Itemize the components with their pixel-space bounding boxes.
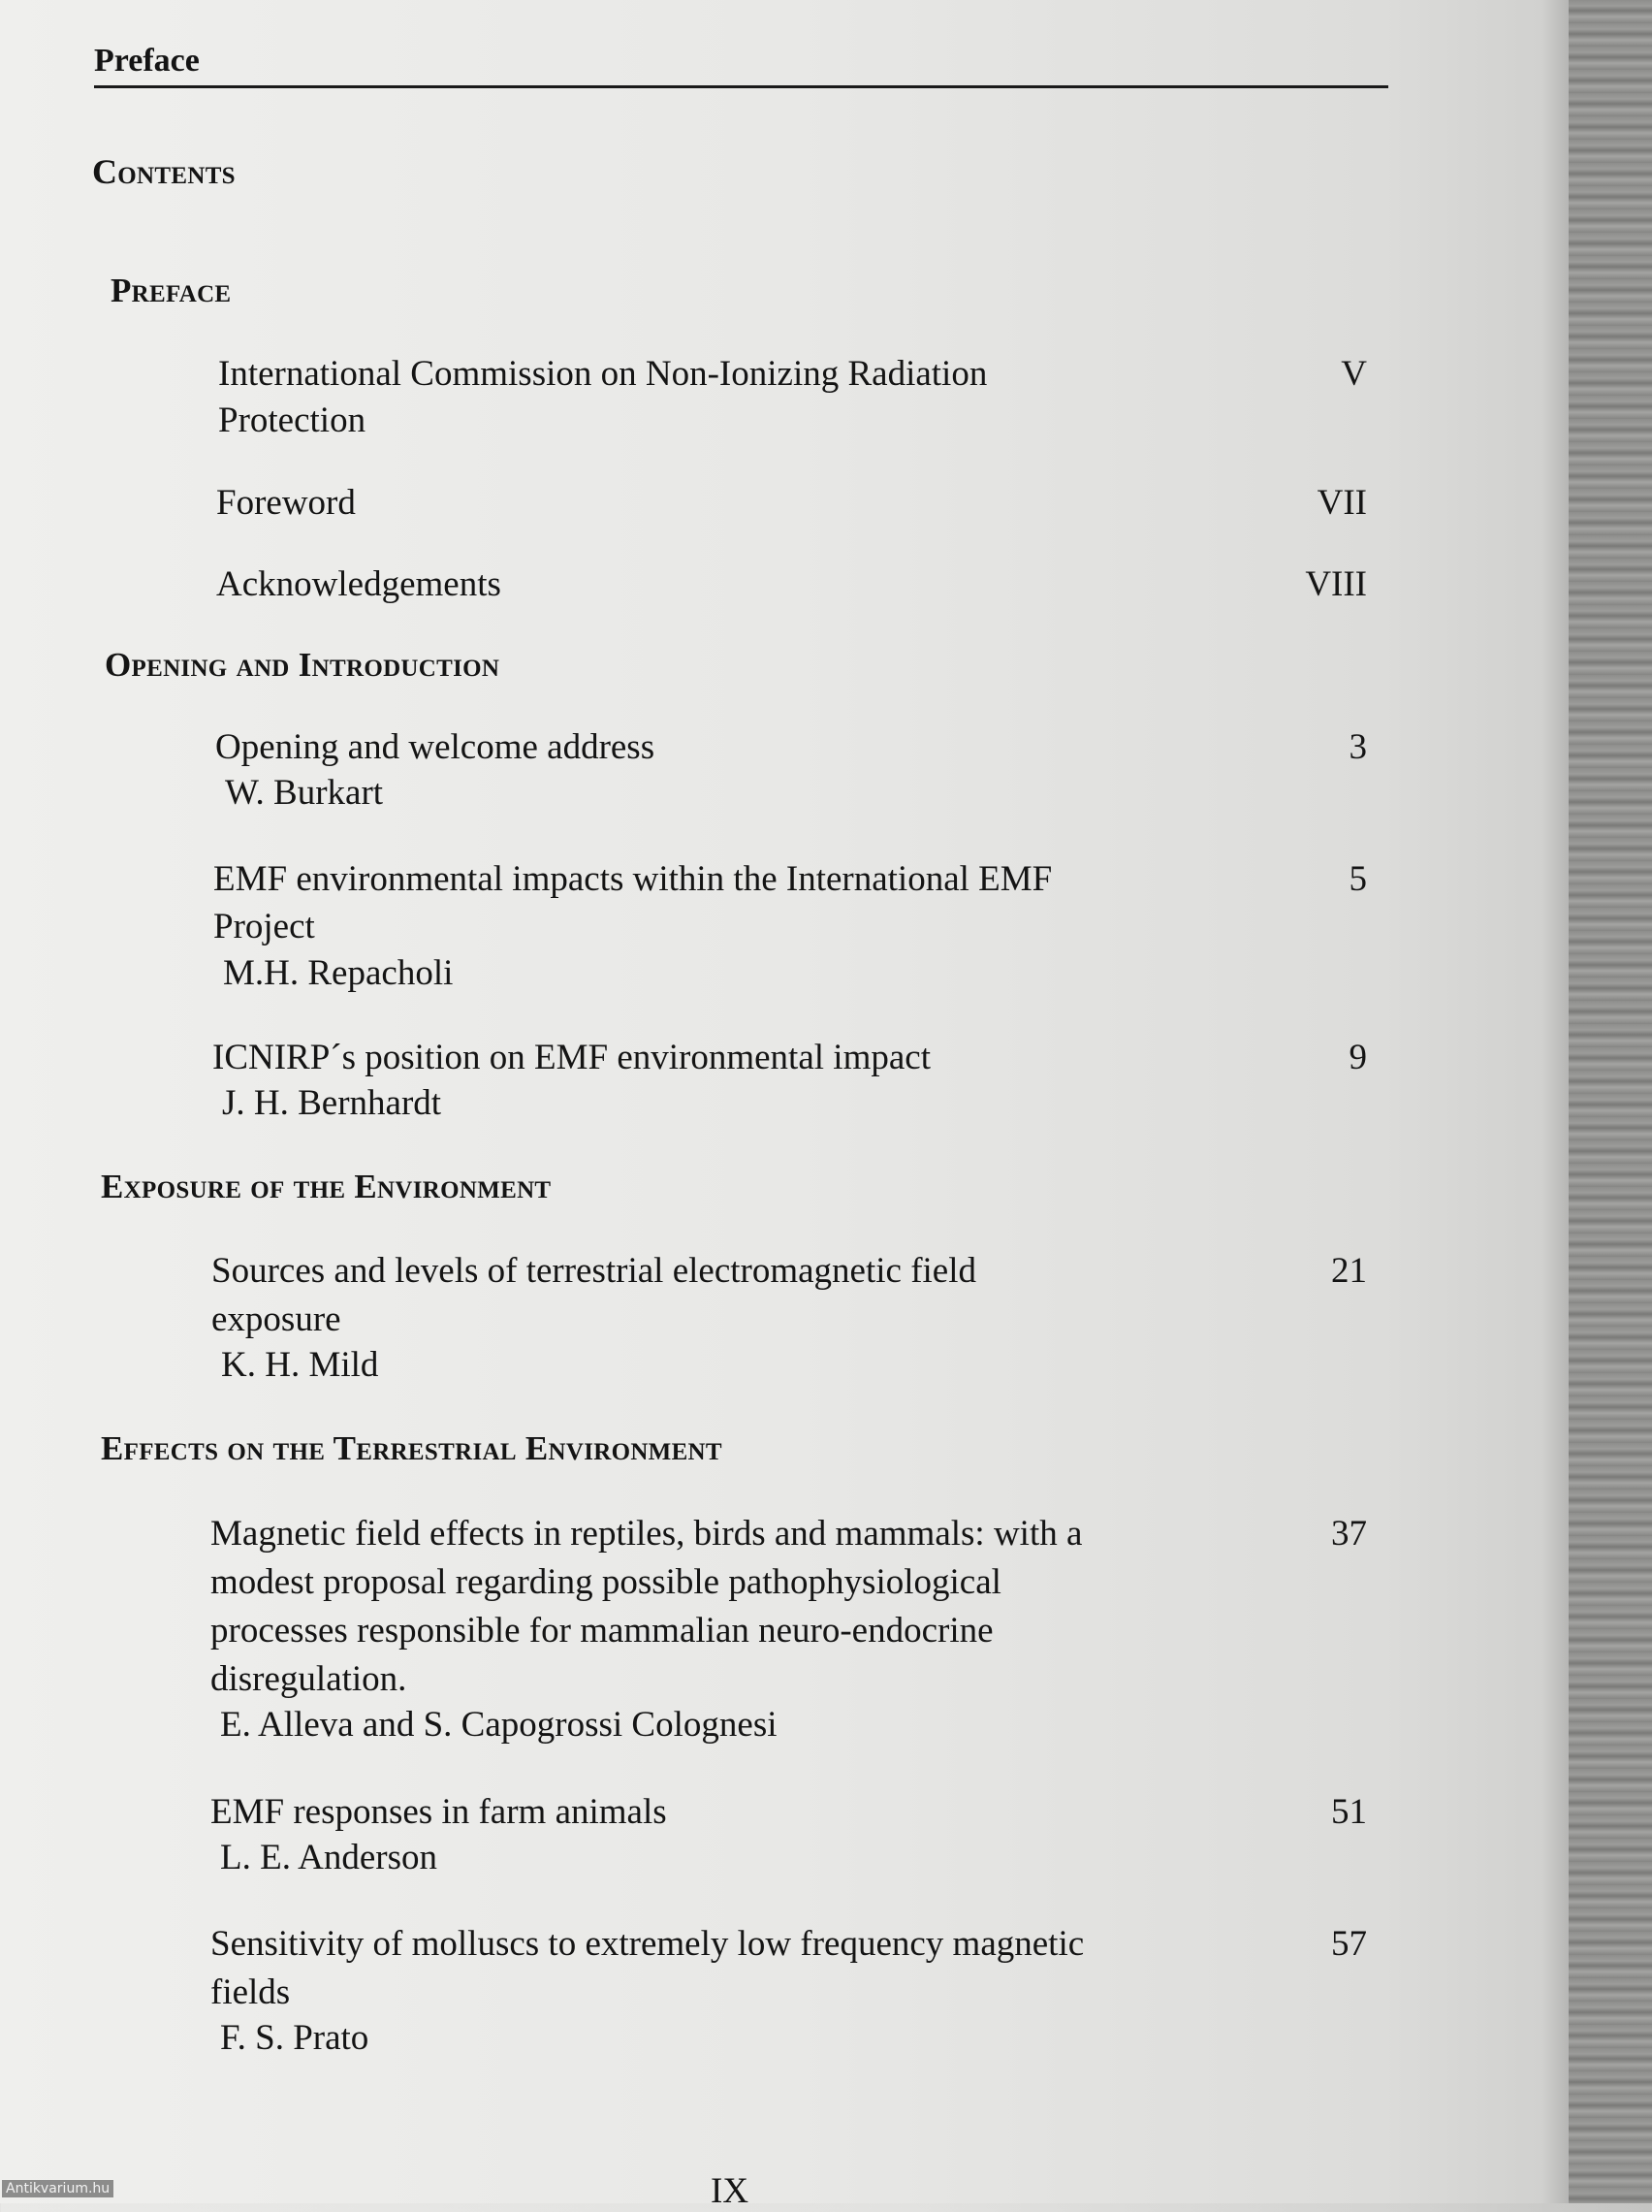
toc-page-number: 37 [1331,1514,1367,1554]
toc-entry-title: Sources and levels of terrestrial electromagnetic field [211,1251,976,1291]
toc-entry-title: Sensitivity of molluscs to extremely low frequency magnetic [210,1924,1085,1964]
watermark: Antikvarium.hu [2,2180,113,2197]
running-header: Preface [94,43,200,79]
toc-entry-title: Opening and welcome address [215,727,655,767]
toc-page-number: 3 [1349,727,1367,767]
toc-entry-title: EMF environmental impacts within the International EMF [213,859,1053,899]
toc-entry-title: modest proposal regarding possible pathophysiological [210,1562,1001,1602]
toc-entry-title: Protection [218,401,366,440]
toc-page-number: 5 [1349,859,1367,899]
toc-page-number: VIII [1305,564,1367,604]
page-gutter-shadow [1541,0,1569,2203]
page-edge-stack [1569,0,1652,2203]
toc-entry-title: disregulation. [210,1659,407,1699]
toc-page-number: VII [1317,483,1367,523]
toc-entry-title: EMF responses in farm animals [210,1792,667,1832]
toc-entry-author: E. Alleva and S. Capogrossi Colognesi [220,1705,778,1745]
section-heading-effects: Effects on the Terrestrial Environment [101,1429,722,1467]
section-heading-opening: Opening and Introduction [105,646,500,684]
toc-entry-title: ICNIRP´s position on EMF environmental impact [212,1038,931,1077]
contents-heading: Contents [92,152,236,191]
toc-page-number: 9 [1349,1038,1367,1077]
toc-entry-author: J. H. Bernhardt [222,1083,442,1123]
toc-entry-author: M.H. Repacholi [223,953,454,993]
toc-page-number: 21 [1331,1251,1367,1291]
toc-entry-title: exposure [211,1299,341,1339]
section-heading-exposure: Exposure of the Environment [101,1168,552,1205]
toc-entry-author: F. S. Prato [220,2018,369,2058]
toc-entry-author: K. H. Mild [221,1345,379,1385]
toc-entry-title: Project [213,907,315,946]
toc-page-number: V [1341,354,1367,394]
header-rule [94,85,1388,88]
toc-entry-title: fields [210,1972,291,2012]
footer-page-number: IX [711,2171,749,2211]
toc-page-number: 57 [1331,1924,1367,1964]
toc-entry-title: Acknowledgements [216,564,501,604]
toc-entry-title: processes responsible for mammalian neuro-endocrine [210,1611,994,1651]
toc-entry-author: L. E. Anderson [220,1838,438,1877]
toc-entry-author: W. Burkart [225,773,384,813]
section-heading-preface: Preface [111,272,232,309]
toc-entry-title: Foreword [216,483,356,523]
toc-page-number: 51 [1331,1792,1367,1832]
toc-entry-title: Magnetic field effects in reptiles, birds and mammals: with a [210,1514,1083,1554]
toc-entry-title: International Commission on Non-Ionizing Radiation [218,354,988,394]
